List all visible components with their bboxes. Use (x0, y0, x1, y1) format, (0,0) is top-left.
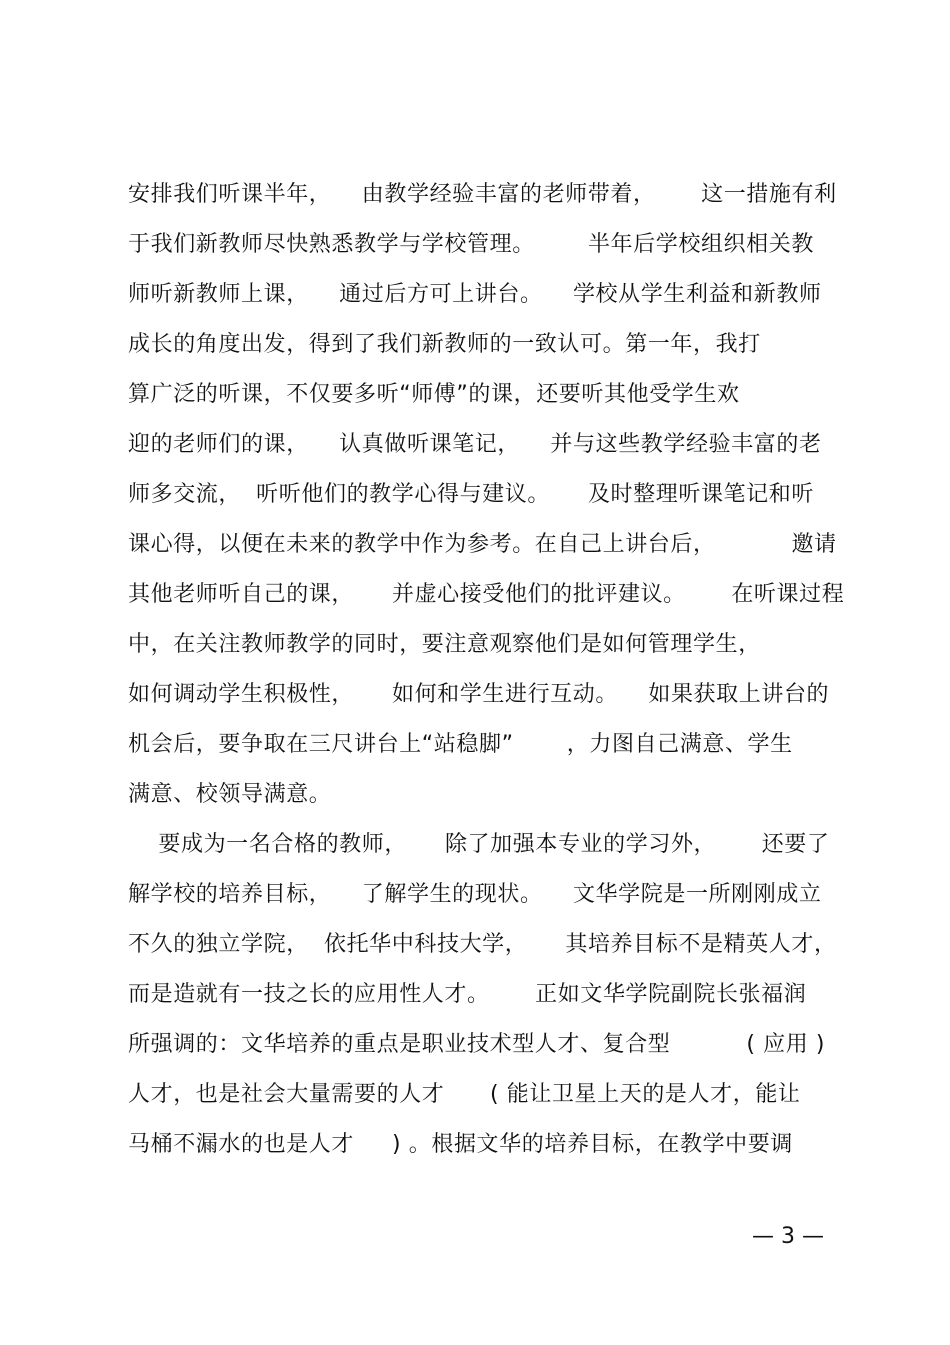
text-line: 师听新教师上课， 通过后方可上讲台。 学校从学生利益和新教师 (128, 282, 822, 307)
text-line: 机会后，要争取在三尺讲台上“站稳脚” ，力图自己满意、学生 (128, 732, 793, 757)
text-line: 满意、校领导满意。 (128, 782, 332, 807)
text-line: 而是造就有一技之长的应用性人才。 正如文华学院副院长张福润 (128, 982, 807, 1007)
page-number: — 3 — (752, 1224, 824, 1249)
text-line: 课心得，以便在未来的教学中作为参考。在自己上讲台后， 邀请 (128, 532, 837, 557)
text-line: 算广泛的听课，不仅要多听“师傅”的课，还要听其他受学生欢 (128, 382, 740, 407)
text-line: 人才，也是社会大量需要的人才 ( 能让卫星上天的是人才，能让 (128, 1082, 801, 1107)
text-line: 如何调动学生积极性， 如何和学生进行互动。 如果获取上讲台的 (128, 682, 830, 707)
text-line: 要成为一名合格的教师， 除了加强本专业的学习外， 还要了 (128, 832, 830, 857)
text-line: 成长的角度出发，得到了我们新教师的一致认可。第一年，我打 (128, 332, 761, 357)
text-line: 安排我们听课半年， 由教学经验丰富的老师带着， 这一措施有利 (128, 182, 837, 207)
text-line: 其他老师听自己的课， 并虚心接受他们的批评建议。 在听课过程 (128, 582, 845, 607)
text-line: 马桶不漏水的也是人才 ) 。根据文华的培养目标，在教学中要调 (128, 1132, 793, 1157)
text-line: 解学校的培养目标， 了解学生的现状。 文华学院是一所刚刚成立 (128, 882, 822, 907)
text-line: 迎的老师们的课， 认真做听课笔记， 并与这些教学经验丰富的老 (128, 432, 822, 457)
text-line: 中，在关注教师教学的同时，要注意观察他们是如何管理学生， (128, 632, 761, 657)
text-line: 不久的独立学院， 依托华中科技大学， 其培养目标不是精英人才， (128, 932, 837, 957)
text-line: 于我们新教师尽快熟悉教学与学校管理。 半年后学校组织相关教 (128, 232, 814, 257)
text-line: 师多交流， 听听他们的教学心得与建议。 及时整理听课笔记和听 (128, 482, 814, 507)
text-line: 所强调的：文华培养的重点是职业技术型人才、复合型 ( 应用 ) (128, 1032, 826, 1057)
